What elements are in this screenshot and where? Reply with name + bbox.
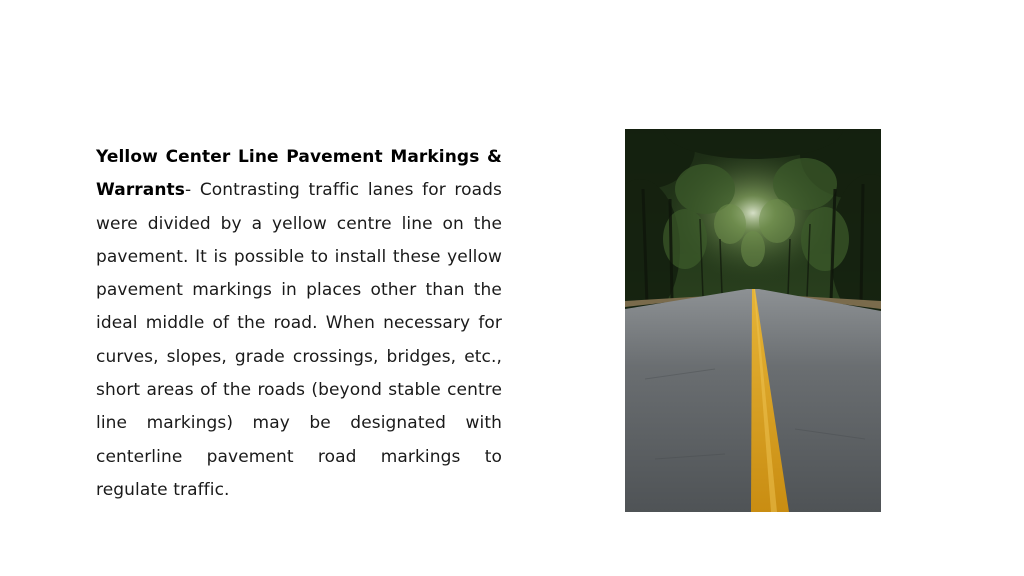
paragraph-heading: Yellow Center Line Pavement Markings & Warrants bbox=[96, 147, 502, 201]
paragraph bbox=[96, 141, 502, 507]
road-with-yellow-center-line-icon bbox=[625, 129, 881, 512]
road-photo bbox=[625, 129, 881, 512]
paragraph-body: - Contrasting traffic lanes for roads were divided by a yellow centre line on the pavement. It is possible to install these yellow pavement markings in places other than the ideal middle of the road. When necessary for curves, slopes, grade crossings, bridges, etc., short areas of the roads (beyond stable centre line markings) may be designated with centerline pavement road markings to regulate traffic. bbox=[96, 180, 502, 500]
